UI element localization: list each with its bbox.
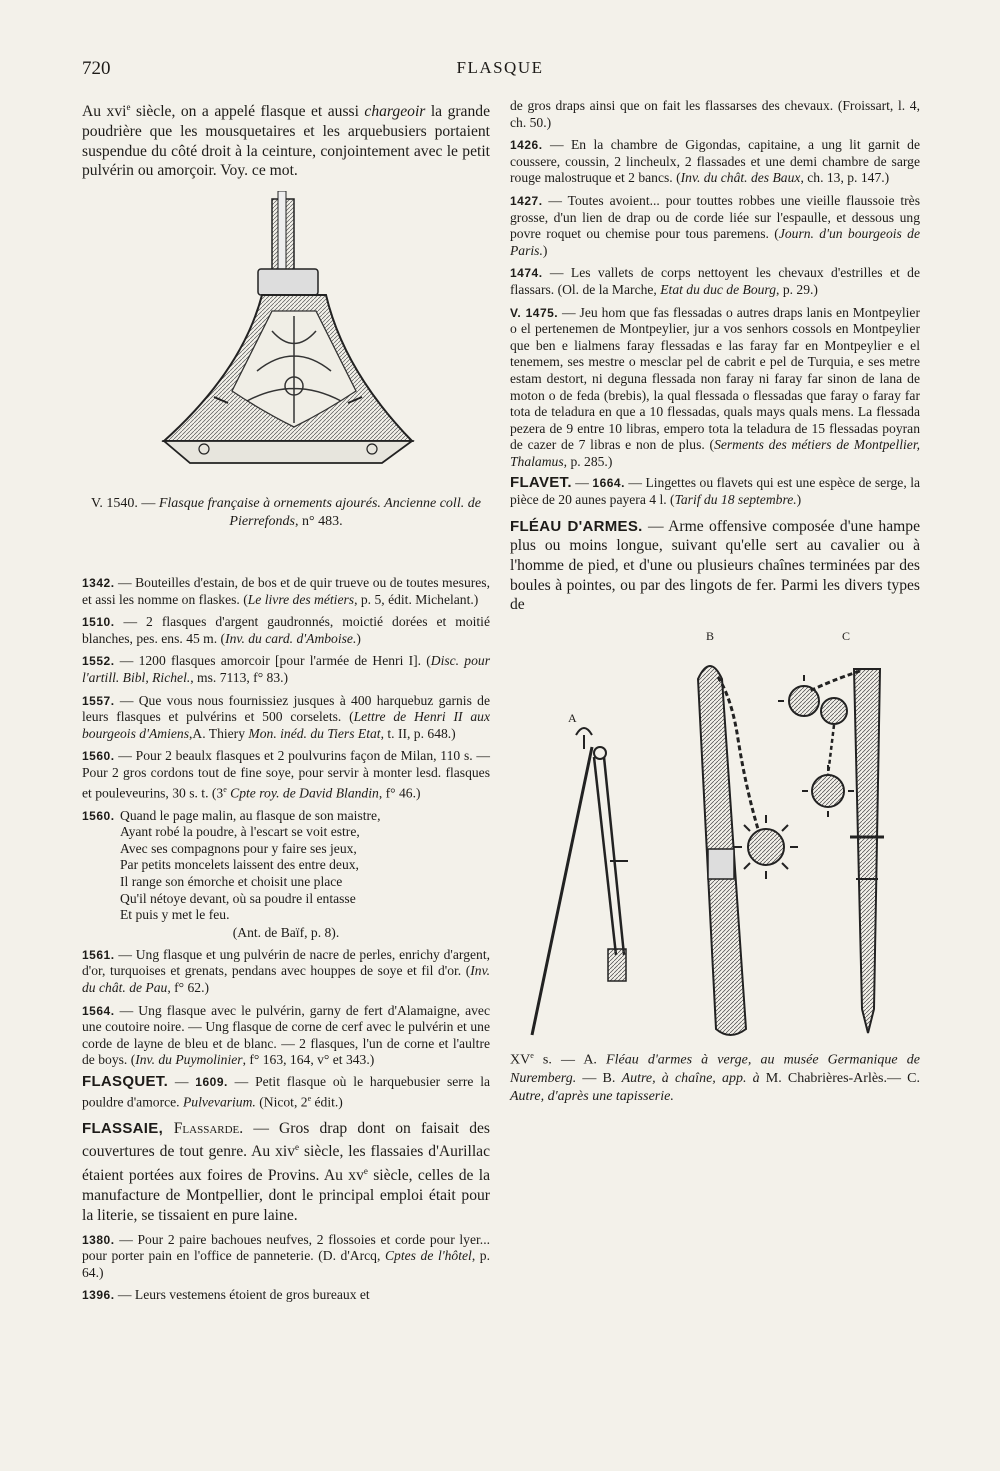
flail-illustration xyxy=(510,629,920,1041)
flask-figure-caption: V. 1540. — Flasque française à ornements ajourés. Ancienne coll. de Pierrefonds, n° 483. xyxy=(91,496,481,529)
powder-flask-figure xyxy=(82,191,490,491)
figure-label-b: B xyxy=(706,629,715,644)
poem-source: (Ant. de Baïf, p. 8). xyxy=(232,924,340,940)
figure-label-c: C xyxy=(842,629,851,644)
entry-1396: 1396. — Leurs vestemens étoient de gros bureaux et xyxy=(82,1287,370,1303)
entry-1426: 1426. — En la chambre de Gigondas, capitaine, a ung lit garnit de coussere, coussin, 2 lincheulx, 2 flassades et une demi chambre de sarge rouge malostruque et 2 bancs. (Inv. du chât. des Baux, ch. 13, p. 147.) xyxy=(510,137,920,186)
flail-figure xyxy=(510,629,920,1041)
entry-1427: 1427. — Toutes avoient... pour touttes robbes une vieille flaussoie très grosse, d'un lien de drap ou de corde liée sur l'espaulle, et dessous ung povre roquet ou chemise pour tous paremens. (Journ. d'un bourgeois de Paris.) xyxy=(510,192,920,258)
entry-1342: 1342. — Bouteilles d'estain, de bos et de quir trueve ou de toutes mesures, et assi les nomme on flaskes. (Le livre des métiers, p. 5, édit. Michelant.) xyxy=(82,575,490,607)
entry-1564: 1564. — Ung flasque avec le pulvérin, garny de fert d'Alamaigne, avec une coutoire noire. — Ung flasque de corne de cerf avec le pulvérin et une corde de layne de bleu et de blanc. — 2 flasques, l'un de corne et l'aultre de boys. (Inv. du Puymolinier, f° 163, 164, v° et 343.) xyxy=(82,1002,490,1068)
entry-1474: 1474. — Les vallets de corps nettoyent les chevaux d'estrilles et de flassars. (Ol. de la Marche, Etat du duc de Bourg, p. 29.) xyxy=(510,265,920,297)
poem-1560: 1560. Quand le page malin, au flasque de son maistre, Ayant robé la poudre, à l'escart se voit estre, Avec ses compagnons pour y faire ses jeux, Par petits moncelets laissent des entre deux, Il range son émorche et choisit une place Qu'il nétoye devant, où sa poudre il entasse Et puis y met le feu. (Ant. de Baïf, p. 8). xyxy=(82,808,490,941)
entry-1560: 1560. — Pour 2 beaulx flasques et 2 poulvurins façon de Milan, 110 s. — Pour 2 gros cordons tout de fine soye, pour servir à monter lesd. flasques et pouleveurins, 30 s. t. (3e Cpte roy. de David Blandin, f° 46.) xyxy=(82,748,490,801)
flasque-intro: Au xvi$^e$ siècle, on a appelé flasque et aussi chargeoir la grande poudrière que les mousquetaires et les arquebusiers portaient suspendue du côté droit à la ceinture, conjointement avec le petit pulvérin ou amorçoir. Voy. ce mot. xyxy=(82,102,490,180)
left-column xyxy=(82,98,490,1304)
entry-1475: V. 1475. — Jeu hom que fas flessadas o autres draps lanis en Montpeylier o el pertenemen de Montpeylier, jur a vos senhors cossols en Montpeylier que ben e lialmens faray flessadas e las faray far en Montpeylier e el tenemem, ses mestre o mesclar pel de cabrit e pel de Turquia, e ses metre estam destort, ni deguna flessada non faray ni faray far sinon de lana de moton o de feda (brebis), la qual flessada o flessadas que faray o faray far tota de teladura en que a 10 flessadas, quals mays quals mens. La flessada pezera de 9 entre 10 libras, empero tota la teladura de 15 flessadas poyran de cazer de 7 libras e non de plus. (Serments des métiers de Montpellier, Thalamus, p. 285.) xyxy=(510,304,921,469)
flail-b xyxy=(698,666,798,1035)
powder-flask-illustration xyxy=(82,191,490,491)
entry-froissart: de gros draps ainsi que on fait les flassarses des chevaux. (Froissart, l. 4, ch. 50.) xyxy=(510,98,920,130)
flassaie-entry: FLASSAIE, Flassarde. — Gros drap dont on faisait des couvertures de tout genre. Au xiv$^e$ siècle, les flassaies d'Aurillac étaient portées aux foires de Provins. Au $xv^e$ siècle, celles de la manufacture de Montpellier, dont le principal emploi était pour la literie, se tissaient en pure laine. xyxy=(82,1119,490,1224)
running-head: FLASQUE xyxy=(456,58,544,77)
entry-1510: 1510. — 2 flasques d'argent gaudronnés, moictié dorées et moitié blanches, pes. ens. 45 m. (Inv. du card. d'Amboise.) xyxy=(82,614,490,646)
flail-a xyxy=(532,728,628,1035)
figure-label-a: A xyxy=(568,711,577,726)
entry-1561: 1561. — Ung flasque et ung pulvérin de nacre de perles, enrichy d'argent, d'or, turquoises et grenats, pendans avec houppes de soye et fil d'or. (Inv. du chât. de Pau, f° 62.) xyxy=(82,946,490,995)
page-header xyxy=(0,58,1000,88)
flavet-entry: FLAVET. — 1664. — Lingettes ou flavets qui est une espèce de serge, la pièce de 20 aunes payera 4 l. (Tarif du 18 septembre.) xyxy=(510,474,921,508)
flail-c xyxy=(778,669,884,1033)
flasquet-entry: FLASQUET. — 1609. — Petit flasque où le harquebusier serre la pouldre d'amorce. Pulvevarium. (Nicot, 2e édit.) xyxy=(82,1072,491,1110)
page-number: 720 xyxy=(82,58,111,79)
right-column xyxy=(510,98,920,1106)
flail-figure-caption: XVe s. — A. Fléau d'armes à verge, au musée Germanique de Nuremberg. — B. Autre, à chaîne, app. à M. Chabrières-Arlès.— C. Autre, d'après une tapisserie. xyxy=(510,1051,921,1104)
entry-1380: 1380. — Pour 2 paire bachoues neufves, 2 flossoies et corde pour lyer... pour porter pain en l'office de panneterie. (D. d'Arcq, Cptes de l'hôtel, p. 64.) xyxy=(82,1231,490,1280)
fleau-entry: FLÉAU D'ARMES. — Arme offensive composée d'une hampe plus ou moins longue, suivant qu'elle sert au cavalier ou à l'homme de pied, et d'une ou plusieurs chaînes terminées par des boules à pointes, ou par des lingots de fer. Parmi les divers types de xyxy=(510,517,921,614)
entry-1557: 1557. — Que vous nous fournissiez jusques à 400 harquebuz garnis de leurs flasques et pulvérins et 500 corselets. (Lettre de Henri II aux bourgeois d'Amiens,A. Thiery Mon. inéd. du Tiers Etat, t. II, p. 648.) xyxy=(82,692,490,741)
entry-1552: 1552. — 1200 flasques amorcoir [pour l'armée de Henri I]. (Disc. pour l'artill. Bibl, Richel., ms. 7113, f° 83.) xyxy=(82,653,490,685)
